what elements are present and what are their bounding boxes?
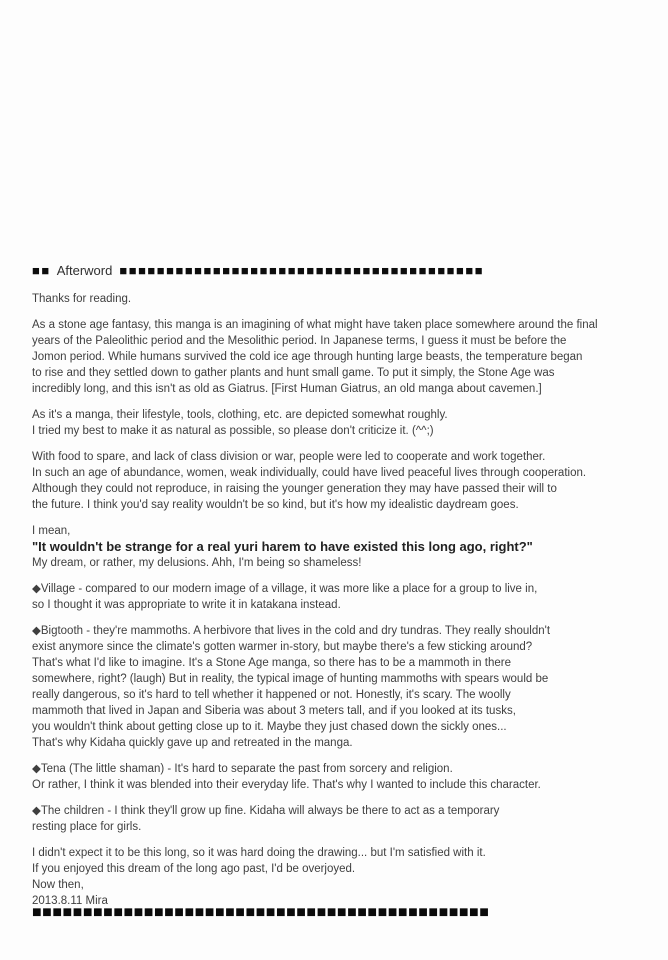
afterword-content	[32, 262, 636, 919]
paragraph-cooperation	[32, 449, 636, 513]
signature-date: 2013.8.11 Mira	[32, 895, 108, 907]
paragraph-dream-quote	[32, 523, 636, 571]
header-right-squares-decoration: ■■■■■■■■■■■■■■■■■■■■■■■■■■■■■■■■■■■■■■■	[119, 262, 485, 278]
text-line: With food to spare, and lack of class division or war, people were led to cooperate and work together.	[32, 451, 546, 463]
footer-squares-decoration: ■■■■■■■■■■■■■■■■■■■■■■■■■■■■■■■■■■■■■■■■■■■■■	[32, 904, 490, 921]
text-line: you wouldn't think about getting close up to it. Maybe they just chased down the sickly ones...	[32, 721, 507, 733]
text-line: resting place for girls.	[32, 821, 142, 833]
note-children	[32, 803, 636, 835]
text-line: Or rather, I think it was blended into their everyday life. That's why I wanted to include this character.	[32, 779, 541, 791]
section-header	[32, 262, 636, 279]
text-line: ◆Bigtooth - they're mammoths. A herbivore that lives in the cold and dry tundras. They really shouldn't	[32, 625, 551, 637]
text-line: Jomon period. While humans survived the cold ice age through hunting large beasts, the temperature began	[32, 351, 583, 363]
text-line: In such an age of abundance, women, weak individually, could have lived peaceful lives through cooperation.	[32, 467, 587, 479]
text-line: somewhere, right? (laugh) But in reality, the typical image of hunting mammoths with spears would be	[32, 673, 549, 685]
paragraph-history	[32, 317, 636, 397]
text-line: mammoth that lived in Japan and Siberia was about 3 meters tall, and if you looked at its tusks,	[32, 705, 516, 717]
text-line: really dangerous, so it's hard to tell whether it happened or not. Honestly, it's scary. The woolly	[32, 689, 511, 701]
text-line: That's why Kidaha quickly gave up and retreated in the manga.	[32, 737, 353, 749]
note-tena	[32, 761, 636, 793]
note-bigtooth	[32, 623, 636, 751]
text-line: As a stone age fantasy, this manga is an imagining of what might have taken place somewhere around the final	[32, 319, 598, 331]
section-title: Afterword	[56, 263, 113, 278]
text-line: exist anymore since the climate's gotten warmer in-story, but maybe there's a few sticking around?	[32, 641, 533, 653]
text-line: ◆Village - compared to our modern image of a village, it was more like a place for a group to live in,	[32, 583, 538, 595]
header-left-squares-decoration: ■■	[32, 263, 51, 278]
text-line: As it's a manga, their lifestyle, tools, clothing, etc. are depicted somewhat roughly.	[32, 409, 448, 421]
text-line: Although they could not reproduce, in raising the younger generation they may have passed their will to	[32, 483, 557, 495]
text-line: to rise and they settled down to gather plants and hunt small game. To put it simply, the Stone Age was	[32, 367, 555, 379]
note-village	[32, 581, 636, 613]
text-line: That's what I'd like to imagine. It's a Stone Age manga, so there has to be a mammoth in there	[32, 657, 511, 669]
text-line: ◆Tena (The little shaman) - It's hard to separate the past from sorcery and religion.	[32, 763, 453, 775]
paragraph-closing	[32, 845, 636, 909]
text-line: years of the Paleolithic period and the Mesolithic period. In Japanese terms, I guess it must be before the	[32, 335, 567, 347]
text-line: I mean,	[32, 525, 71, 537]
text-line: Now then,	[32, 879, 84, 891]
text-line: I tried my best to make it as natural as possible, so please don't criticize it. (^^;)	[32, 425, 434, 437]
text-line: My dream, or rather, my delusions. Ahh, I'm being so shameless!	[32, 557, 362, 569]
text-line: so I thought it was appropriate to write it in katakana instead.	[32, 599, 341, 611]
text-line: If you enjoyed this dream of the long ago past, I'd be overjoyed.	[32, 863, 356, 875]
yuri-harem-quote: "It wouldn't be strange for a real yuri harem to have existed this long ago, right?"	[32, 539, 533, 554]
text-line: ◆The children - I think they'll grow up fine. Kidaha will always be there to act as a temporary	[32, 805, 500, 817]
text-line: I didn't expect it to be this long, so it was hard doing the drawing... but I'm satisfied with it.	[32, 847, 486, 859]
paragraph-manga-depiction	[32, 407, 636, 439]
text-line: Thanks for reading.	[32, 293, 132, 305]
text-line: the future. I think you'd say reality wouldn't be so kind, but it's how my idealistic daydream goes.	[32, 499, 519, 511]
text-line: incredibly long, and this isn't as old as Giatrus. [First Human Giatrus, an old manga about cavemen.]	[32, 383, 542, 395]
paragraph-thanks	[32, 291, 636, 307]
